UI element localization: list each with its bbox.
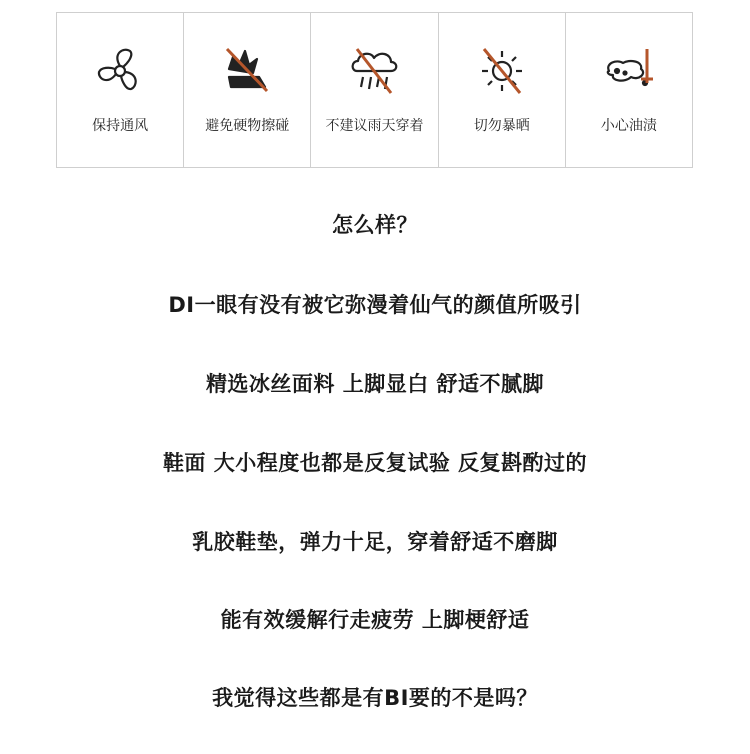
care-label: 避免硬物擦碰 [205, 118, 290, 134]
care-item-no-sun [439, 13, 566, 167]
description-line: 能有效缓解行走疲劳 上脚梗舒适 [220, 608, 530, 632]
care-label: 切勿暴晒 [473, 118, 530, 134]
description-line: 精选冰丝面料 上脚显白 舒适不腻脚 [205, 372, 545, 396]
description-line: 鞋面 大小程度也都是反复试验 反复斟酌过的 [162, 451, 588, 475]
no-rain-icon [345, 43, 405, 99]
fan-icon [90, 43, 150, 99]
description-line: DI一眼有没有被它弥漫着仙气的颜值所吸引 [168, 293, 582, 317]
care-instructions-panel [56, 12, 693, 168]
no-hard-objects-icon [217, 43, 277, 99]
care-item-ventilation [57, 13, 184, 167]
no-sun-icon [472, 43, 532, 99]
care-item-no-hard-objects [184, 13, 311, 167]
oil-stain-icon [599, 43, 659, 99]
care-label: 小心油渍 [600, 118, 657, 134]
care-label: 保持通风 [92, 118, 149, 134]
care-item-no-rain [311, 13, 438, 167]
description-line: 乳胶鞋垫，弹力十足，穿着舒适不磨脚 [192, 530, 558, 554]
care-item-oil-stain [566, 13, 692, 167]
closing-question: 我觉得这些都是有BI要的不是吗？ [212, 686, 538, 710]
care-label: 不建议雨天穿着 [325, 118, 424, 134]
intro-question: 怎么样？ [332, 213, 418, 237]
